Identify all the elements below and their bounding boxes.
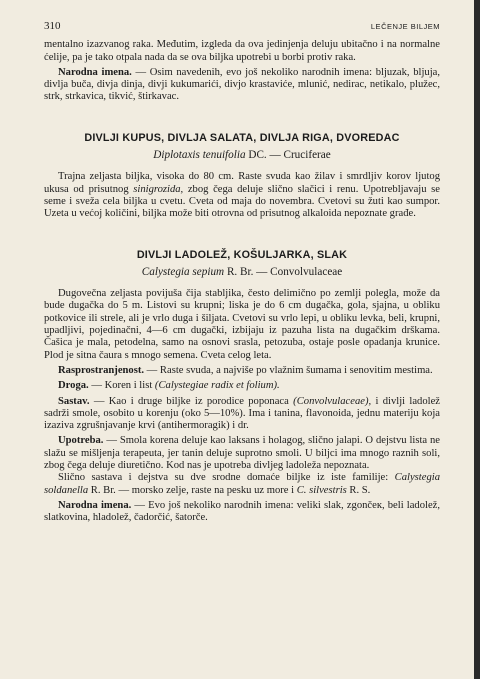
section-title-divlji-kupus: DIVLJI KUPUS, DIVLJA SALATA, DIVLJA RIGA, DVOREDAC — [84, 131, 400, 144]
usage-paragraph — [44, 435, 440, 472]
drug-text: — Koren i list — [88, 380, 155, 392]
description-text-b: zbog čega deluje slično slačici i renu. Upotrebljavaju se seme i sveža cela biljka u cvetu. Cveta od maja do novembra. Cvetovi su žuti kao sumpor. Uzeta u većoj količini, biljka može biti otrovna od prisutnog alkaloida nepoznate građe. — [44, 183, 440, 220]
usage-text: — Smola korena deluje kao laksans i holagog, slično jalapi. O dejstvu lista ne slažu se mišljenja terapeuta, jer tanin deluje suprotno smoli. U biljci ima mnogo raznih soli, zbog čega deluje diuretično. Kod nas je upotreba divljeg ladoleža nepoznata. — [44, 435, 440, 472]
family-name: DC. — Cruciferae — [245, 149, 331, 162]
distribution-paragraph — [44, 365, 440, 377]
drug-italic: (Calystegiae radix et folium). — [154, 380, 280, 392]
description-italic: sinigrozida, — [133, 183, 184, 195]
related-species-paragraph — [44, 472, 440, 497]
related-text-c: R. S. — [346, 484, 371, 496]
drug-paragraph — [44, 380, 440, 392]
related-latin-2: C. silvestris — [296, 484, 347, 496]
related-latin-1: Calystegia soldanella — [44, 472, 440, 496]
composition-paragraph — [44, 396, 440, 433]
description-text-a: Trajna zeljasta biljka, visoka do 80 cm. Raste svuda kao žilav i smrdljiv korov ljutog ukusa od prisutnog — [44, 171, 440, 195]
folk-names-text: — Evo još nekoliko narodnih imena: veliki slak, zgončeк, beli ladolež, slatkovina, hladolež, čadorčić, šatorče. — [44, 499, 441, 524]
page-header — [44, 20, 440, 33]
distribution-text: — Raste svuda, a najviše po vlažnim šumama i senovitim mestima. — [144, 364, 433, 376]
composition-text-a: — Kao i druge biljke iz porodice poponaca — [89, 395, 294, 407]
drug-label: Droga. — [58, 380, 89, 392]
section-subtitle-divlji-kupus — [44, 149, 440, 161]
section-title-divlji-ladolez: DIVLJI LADOLEŽ, KOŠULJARKA, SLAK — [136, 248, 348, 261]
description-paragraph — [44, 171, 440, 220]
folk-names-paragraph — [44, 67, 440, 104]
latin-name: Calystegia sepium — [141, 265, 225, 278]
running-title: LEČENJE BILJEM — [370, 22, 440, 31]
description-paragraph: Dugovečna zeljasta povijuša čija stabljika, često delimično po zemlji polegla, može da bude dugačka do 5 m. Listovi su krupni; liska je do 6 cm dugačka, gola, sjajna, u obliku potkovice ili strele, ali je vrlo duga i šiljata. Cvetovi su vrlo lepi, u obliku levka, beli, krupni, upadljivi, pojedinačni, 4—6 cm dugački, izbijaju iz pazuha lista na dugačkim drškama. Čašica je mala, petodelna, samo na osnovi srasla, petozuba, ostaje posle opadanja krunice. Plod je sitna čaura s mnogo semena. Cveta celog leta. — [44, 288, 440, 361]
composition-label: Sastav. — [58, 395, 90, 407]
folk-names-text: — Osim navedenih, evo još nekoliko narodnih imena: bljuzak, bljuja, divlja buča, divja dinja, divji kukumarići, divjo krastaviće, mlunić, nedirac, netikalo, plužec, strk, strkavica, tikvić, štirkavac. — [44, 66, 440, 103]
usage-label: Upotreba. — [58, 435, 104, 447]
section-subtitle-divlji-ladolez — [44, 266, 440, 278]
related-text-b: R. Br. — morsko zelje, raste na pesku uz more i — [88, 484, 297, 496]
composition-italic: (Convolvulaceae), — [293, 395, 372, 407]
folk-names-label: Narodna imena. — [58, 66, 132, 78]
page-edge-shadow — [474, 0, 480, 679]
folk-names-paragraph — [44, 500, 440, 525]
related-text-a: Slično sastava i dejstva su dve srodne domaće biljke iz iste familije: — [58, 472, 395, 484]
intro-paragraph: mentalno izazvanog raka. Međutim, izgleda da ova jedinjenja deluju ubitačno i na normalne ćelije, pa je tako otpala nada da se ova biljka upotrebi u borbi protiv raka. — [44, 39, 440, 63]
page-number: 310 — [44, 20, 61, 32]
distribution-label: Rasprostranjenost. — [58, 364, 145, 376]
folk-names-label: Narodna imena. — [58, 499, 132, 511]
latin-name: Diplotaxis tenuifolia — [153, 149, 246, 162]
composition-text-b: i divlji ladolež sadrži smole, osobito u korenju (oko 5—10%). Ima i tanina, flavonoida, jednu materiju koja izaziva zgrušnjavanje krvi (antihermoragik) i dr. — [44, 395, 440, 432]
family-name: R. Br. — Convolvulaceae — [224, 265, 343, 278]
